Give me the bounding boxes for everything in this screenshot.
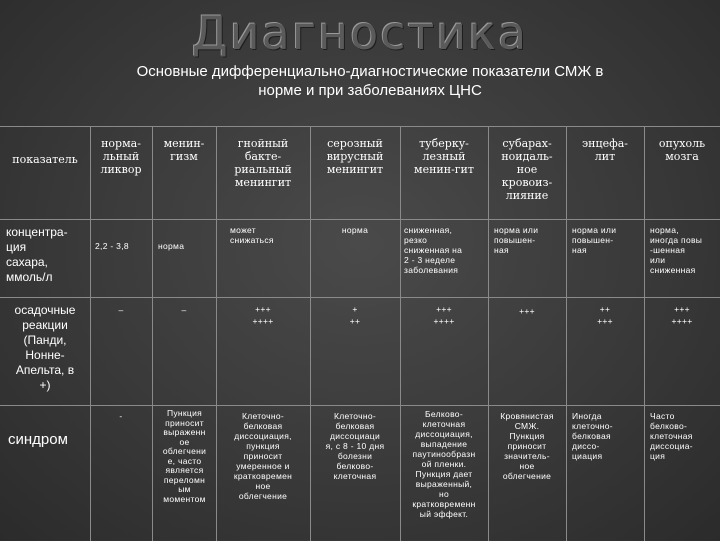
row-label-sediment-reactions: осадочные реакции (Панди, Нонне- Апельта, в +) [14,303,76,392]
table-cell: – [118,305,124,315]
column-divider [90,127,91,541]
table-cell: норма [158,241,185,251]
column-divider [644,127,645,541]
header-encephalitis: энцефа- лит [582,137,628,163]
table-cell: +++ ++++ [671,304,693,326]
row-label-syndrome: синдром [8,431,68,448]
table-cell: норма [341,225,369,235]
table-cell: +++ ++++ [433,304,455,326]
table-cell: норма или повышен- ная [494,225,539,255]
subtitle-line-1: Основные дифференциально-диагностические показатели СМЖ в [136,63,604,80]
table-cell: Часто белково- клеточная диссоциа- ция [650,411,693,461]
row-divider [0,297,720,298]
table-cell: норма или повышен- ная [572,225,617,255]
table-cell: Пункция приносит выраженн ое облегчени е, часто является переломн ым моментом [162,408,207,504]
header-brain-tumor: опухоль мозга [658,137,706,163]
header-meningism: менин- гизм [163,137,205,163]
table-cell: +++ [519,306,535,316]
table-cell: Кровянистая СМЖ. Пункция приносит значитель- ное облегчение [500,411,554,481]
table-cell: + ++ [349,304,361,326]
table-cell: Клеточно- белковая диссоциаци я, с 8 - 10 дня болезни белково- клеточная [325,411,385,481]
row-divider [0,405,720,406]
table-cell: 2,2 - 3,8 [95,241,129,251]
header-subarachnoid-hemorrhage: субарах- ноидаль- ное кровоиз- лияние [501,137,553,202]
table-cell: +++ ++++ [252,304,274,326]
table-cell: сниженная, резко сниженная на 2 - 3 неделе заболевания [404,225,463,275]
table-cell: – [181,305,187,315]
table-cell: Клеточно- белковая диссоциация, пункция приносит умеренное и кратковремен ное облегчение [233,411,293,501]
header-tuberculous-meningitis: туберку- лезный менин-гит [414,137,474,176]
header-normal-csf: норма- льный ликвор [100,137,142,176]
table-cell: может снижаться [230,225,274,245]
slide-subtitle [60,62,680,100]
table-cell: Белково- клеточная диссоциация, выпадение паутинообразн ой пленки. Пункция дает выраженный, но кратковременн ый эффект. [412,409,476,519]
table-cell: ++ +++ [597,304,613,326]
table-cell: - [119,411,123,421]
subtitle-line-2: норме и при заболеваниях ЦНС [258,82,482,99]
table-cell: норма, иногда повы -шенная или сниженная [650,225,703,275]
header-purulent-meningitis: гнойный бакте- риальный менингит [234,137,292,189]
row-divider [0,219,720,220]
header-indicator: показатель [12,153,78,166]
slide-title: Диагностика [191,6,529,60]
row-label-sugar: концентра- ция сахара, ммоль/л [6,225,68,284]
header-serous-meningitis: серозный вирусный менингит [326,137,384,176]
diagnostics-table [0,126,720,541]
table-cell: Иногда клеточно- белковая диссо- циация [572,411,613,461]
column-divider [566,127,567,541]
